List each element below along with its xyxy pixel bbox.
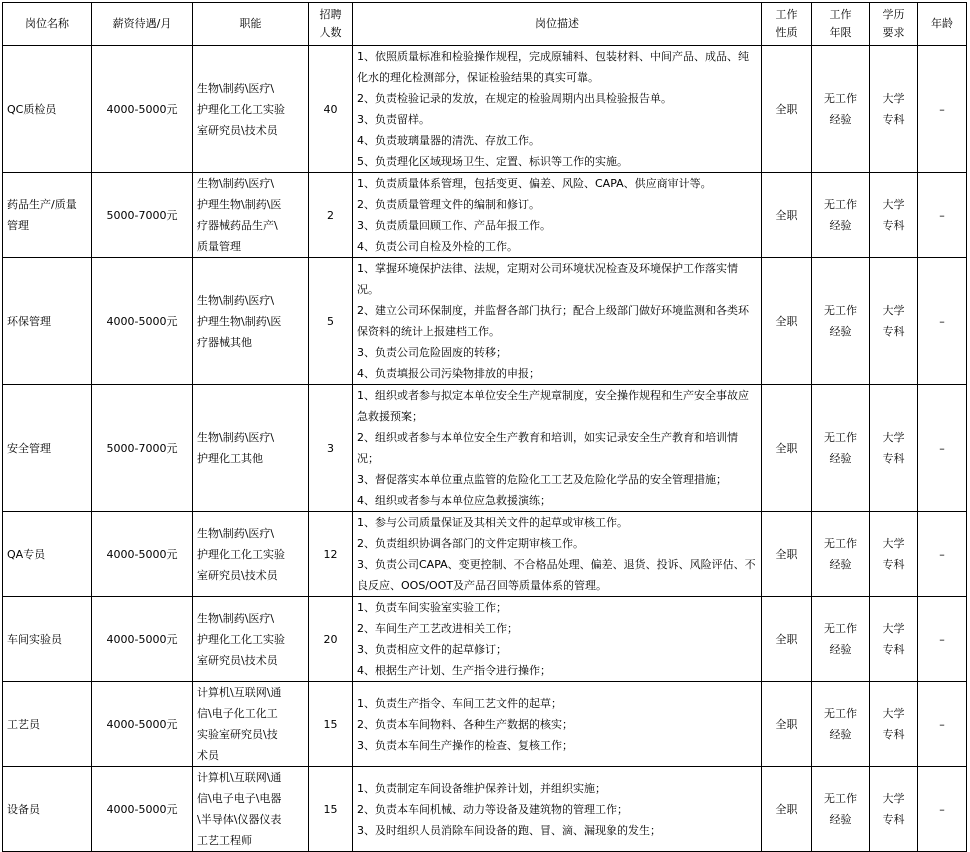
description-line: 3、负责公司CAPA、变更控制、不合格品处理、偏差、退货、投诉、风险评估、不良反应、OOS/OOT及产品召回等质量体系的管理。	[357, 558, 756, 592]
header-row	[3, 3, 967, 46]
function-line: 工艺工程师	[197, 834, 252, 847]
header-experience: 工作 年限	[812, 3, 870, 46]
education-line: 专科	[882, 728, 905, 741]
job-description	[353, 385, 762, 512]
description-line: 3、负责相应文件的起草修订；	[357, 643, 507, 656]
education	[870, 767, 918, 852]
header-age: 年龄	[918, 3, 967, 46]
salary: 4000-5000元	[92, 46, 193, 173]
description-line: 3、负责公司危险固废的转移；	[357, 346, 507, 359]
job-title: QA专员	[3, 512, 92, 597]
table-row	[3, 767, 967, 852]
experience-line: 经验	[829, 113, 852, 126]
experience-line: 经验	[829, 325, 852, 338]
description-line: 2、负责本车间机械、动力等设备及建筑物的管理工作；	[357, 802, 628, 816]
experience	[812, 258, 870, 385]
description-line: 1、负责车间实验室实验工作；	[357, 601, 507, 614]
table-row	[3, 682, 967, 767]
experience-line: 无工作	[824, 707, 857, 720]
job-description	[353, 597, 762, 682]
work-type: 全职	[762, 46, 812, 173]
education-line: 专科	[882, 813, 905, 826]
experience-line: 经验	[829, 813, 852, 826]
description-line: 3、负责留样。	[357, 113, 430, 126]
job-function	[193, 258, 309, 385]
experience	[812, 767, 870, 852]
work-type: 全职	[762, 682, 812, 767]
description-line: 3、督促落实本单位重点监管的危险化工工艺及危险化学品的安全管理措施；	[357, 473, 727, 486]
job-function	[193, 682, 309, 767]
education	[870, 385, 918, 512]
education-line: 大学	[882, 707, 905, 720]
education-line: 大学	[882, 198, 905, 211]
experience-line: 无工作	[824, 431, 857, 444]
function-line: 生物\制药\医疗\	[197, 177, 275, 190]
function-line: 生物\制药\医疗\	[197, 293, 275, 307]
description-line: 3、负责质量回顾工作、产品年报工作。	[357, 219, 551, 232]
salary: 4000-5000元	[92, 258, 193, 385]
function-line: 疗器械药品生产\	[197, 219, 278, 232]
description-line: 1、负责质量体系管理，包括变更、偏差、风险、CAPA、供应商审计等。	[357, 177, 712, 190]
headcount: 40	[309, 46, 353, 173]
work-type: 全职	[762, 385, 812, 512]
experience	[812, 682, 870, 767]
job-function	[193, 385, 309, 512]
header-salary: 薪资待遇/月	[92, 3, 193, 46]
table-row	[3, 258, 967, 385]
experience-line: 经验	[829, 219, 852, 232]
header-function: 职能	[193, 3, 309, 46]
description-line: 2、负责本车间物料、各种生产数据的核实；	[357, 717, 573, 731]
description-line: 2、建立公司环保制度，并监督各部门执行；配合上级部门做好环境监测和各类环保资料的统计上报建档工作。	[357, 304, 749, 338]
description-line: 1、掌握环境保护法律、法规，定期对公司环境状况检查及环境保护工作落实情况。	[357, 262, 738, 296]
description-line: 4、负责玻璃量器的清洗、存放工作。	[357, 134, 540, 147]
header-work-type: 工作 性质	[762, 3, 812, 46]
function-line: 实验室研究员\技	[197, 728, 278, 741]
education-line: 大学	[882, 431, 905, 444]
description-line: 2、负责检验记录的发放，在规定的检验周期内出具检验报告单。	[357, 92, 672, 105]
function-line: 护理化工化工实验	[197, 102, 285, 116]
work-type: 全职	[762, 512, 812, 597]
description-line: 3、及时组织人员消除车间设备的跑、冒、滴、漏现象的发生；	[357, 823, 661, 837]
function-line: 生物\制药\医疗\	[197, 611, 275, 625]
education-line: 大学	[882, 304, 905, 317]
education	[870, 512, 918, 597]
header-education: 学历 要求	[870, 3, 918, 46]
headcount: 15	[309, 682, 353, 767]
salary: 5000-7000元	[92, 385, 193, 512]
education-line: 大学	[882, 92, 905, 105]
education-line: 专科	[882, 643, 905, 656]
function-line: 室研究员\技术员	[197, 568, 278, 582]
experience	[812, 173, 870, 258]
job-description	[353, 767, 762, 852]
salary: 4000-5000元	[92, 512, 193, 597]
job-title: 安全管理	[3, 385, 92, 512]
experience-line: 无工作	[824, 198, 857, 211]
work-type: 全职	[762, 767, 812, 852]
headcount: 20	[309, 597, 353, 682]
experience-line: 无工作	[824, 792, 857, 805]
function-line: \半导体\仪器仪表	[197, 813, 282, 826]
education	[870, 258, 918, 385]
job-title: 环保管理	[3, 258, 92, 385]
experience-line: 无工作	[824, 92, 857, 105]
table-row	[3, 46, 967, 173]
education	[870, 597, 918, 682]
experience	[812, 385, 870, 512]
description-line: 2、组织或者参与本单位安全生产教育和培训，如实记录安全生产教育和培训情况；	[357, 431, 738, 465]
age: –	[918, 512, 967, 597]
work-type: 全职	[762, 173, 812, 258]
job-title: 车间实验员	[3, 597, 92, 682]
table-row	[3, 385, 967, 512]
function-line: 室研究员\技术员	[197, 123, 278, 137]
function-line: 生物\制药\医疗\	[197, 431, 275, 444]
age: –	[918, 767, 967, 852]
age: –	[918, 597, 967, 682]
job-description	[353, 682, 762, 767]
experience-line: 无工作	[824, 622, 857, 635]
experience-line: 无工作	[824, 304, 857, 317]
job-function	[193, 512, 309, 597]
description-line: 1、负责制定车间设备维护保养计划，并组织实施；	[357, 781, 606, 795]
description-line: 5、负责理化区域现场卫生、定置、标识等工作的实施。	[357, 155, 628, 168]
description-line: 1、组织或者参与拟定本单位安全生产规章制度，安全操作规程和生产安全事故应急救援预案；	[357, 389, 749, 423]
education	[870, 173, 918, 258]
age: –	[918, 258, 967, 385]
headcount: 12	[309, 512, 353, 597]
description-line: 1、负责生产指令、车间工艺文件的起草；	[357, 696, 562, 710]
function-line: 术员	[197, 749, 219, 762]
work-type: 全职	[762, 258, 812, 385]
experience	[812, 46, 870, 173]
job-description	[353, 173, 762, 258]
education-line: 专科	[882, 113, 905, 126]
job-title: 设备员	[3, 767, 92, 852]
description-line: 1、依照质量标准和检验操作规程，完成原辅料、包装材料、中间产品、成品、纯化水的理化检测部分，保证检验结果的真实可靠。	[357, 50, 749, 84]
salary: 4000-5000元	[92, 597, 193, 682]
job-title: 工艺员	[3, 682, 92, 767]
education-line: 大学	[882, 622, 905, 635]
experience-line: 无工作	[824, 537, 857, 550]
salary: 4000-5000元	[92, 767, 193, 852]
education-line: 专科	[882, 219, 905, 232]
function-line: 护理生物\制药\医	[197, 198, 282, 211]
job-description	[353, 46, 762, 173]
description-line: 4、负责公司自检及外检的工作。	[357, 240, 518, 253]
header-count: 招聘 人数	[309, 3, 353, 46]
age: –	[918, 46, 967, 173]
job-description	[353, 512, 762, 597]
education-line: 专科	[882, 325, 905, 338]
function-line: 质量管理	[197, 240, 241, 253]
experience	[812, 597, 870, 682]
function-line: 护理化工化工实验	[197, 632, 285, 646]
experience-line: 经验	[829, 452, 852, 465]
function-line: 护理生物\制药\医	[197, 314, 282, 328]
headcount: 5	[309, 258, 353, 385]
experience-line: 经验	[829, 558, 852, 571]
job-description	[353, 258, 762, 385]
age: –	[918, 682, 967, 767]
description-line: 2、负责质量管理文件的编制和修订。	[357, 198, 540, 211]
salary: 4000-5000元	[92, 682, 193, 767]
age: –	[918, 385, 967, 512]
job-title: QC质检员	[3, 46, 92, 173]
description-line: 2、车间生产工艺改进相关工作；	[357, 622, 518, 635]
salary: 5000-7000元	[92, 173, 193, 258]
education-line: 专科	[882, 452, 905, 465]
function-line: 室研究员\技术员	[197, 653, 278, 667]
description-line: 1、参与公司质量保证及其相关文件的起草或审核工作。	[357, 516, 628, 529]
function-line: 生物\制药\医疗\	[197, 81, 275, 95]
header-description: 岗位描述	[353, 3, 762, 46]
header-title: 岗位名称	[3, 3, 92, 46]
headcount: 3	[309, 385, 353, 512]
description-line: 4、负责填报公司污染物排放的申报；	[357, 367, 540, 380]
work-type: 全职	[762, 597, 812, 682]
description-line: 2、负责组织协调各部门的文件定期审核工作。	[357, 537, 584, 550]
job-title: 药品生产/质量管理	[3, 173, 92, 258]
function-line: 计算机\互联网\通	[197, 771, 282, 784]
function-line: 疗器械其他	[197, 335, 252, 349]
headcount: 2	[309, 173, 353, 258]
job-function	[193, 767, 309, 852]
experience-line: 经验	[829, 643, 852, 656]
experience	[812, 512, 870, 597]
job-listing-table	[2, 2, 967, 852]
table-row	[3, 512, 967, 597]
age: –	[918, 173, 967, 258]
function-line: 生物\制药\医疗\	[197, 526, 275, 540]
experience-line: 经验	[829, 728, 852, 741]
function-line: 护理化工其他	[197, 452, 263, 465]
table-row	[3, 597, 967, 682]
function-line: 信\电子电子\电器	[197, 792, 282, 805]
education	[870, 682, 918, 767]
education-line: 大学	[882, 792, 905, 805]
headcount: 15	[309, 767, 353, 852]
job-function	[193, 173, 309, 258]
education-line: 专科	[882, 558, 905, 571]
function-line: 护理化工化工实验	[197, 547, 285, 561]
description-line: 4、根据生产计划、生产指令进行操作；	[357, 664, 551, 677]
function-line: 计算机\互联网\通	[197, 686, 282, 699]
description-line: 3、负责本车间生产操作的检查、复核工作；	[357, 738, 573, 752]
education	[870, 46, 918, 173]
job-function	[193, 46, 309, 173]
description-line: 4、组织或者参与本单位应急救援演练；	[357, 494, 551, 507]
job-function	[193, 597, 309, 682]
function-line: 信\电子化工化工	[197, 707, 278, 720]
table-row	[3, 173, 967, 258]
education-line: 大学	[882, 537, 905, 550]
